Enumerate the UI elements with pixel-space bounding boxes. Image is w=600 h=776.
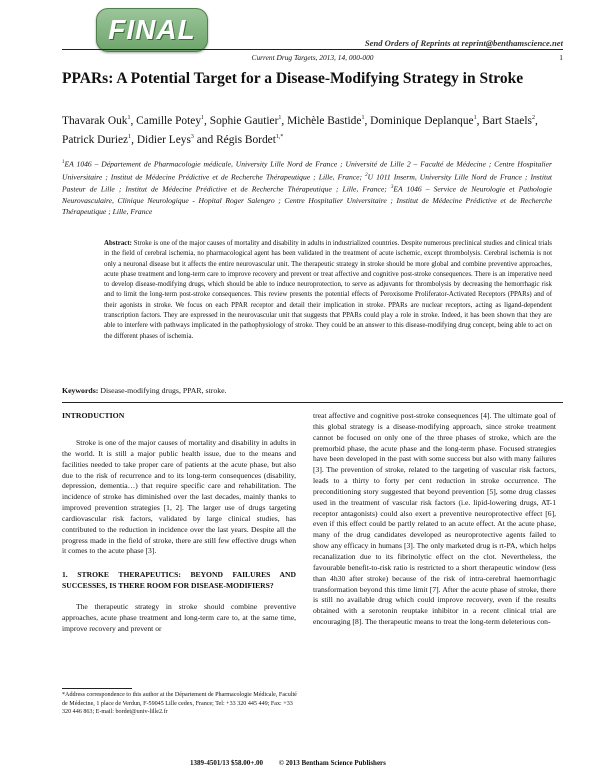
author — [287, 115, 364, 127]
right-column-paragraph: treat affective and cognitive post-stroke consequences [4]. The ultimate goal of this global strategy is a disease-modifying approach, since stroke treatment cannot be focused on only one of the three phases of stroke, which are the premorbid phase, the acute phase and the long-term phase. Focused strategies have been developed in the past with some success but also with many failures [3]. The prevention of stroke, related to the targeting of vascular risk factors, leads to a thirty to forty per cent reduction in stroke occurrence. The preconditioning story suggested that beyond prevention [5], some drug classes used in the treatment of vascular risk factors (i.e. lipid-lowering drugs, AT-1 receptor antagonists) could also exert a preventive neuroprotective effect [6], even if this effect could be partly related to an acute effect. At the acute phase, many of the drug candidates developed as neuroprotective agents failed to show any efficacy in humans [3]. The only marketed drug is rt-PA, which helps recanalization due to its fibrinolytic effect on the clot. Nevertheless, the favourable benefit-to-risk ratio is restricted to a short therapeutic window (less than 4h30 after stroke) because of the risk of intra-cerebral haemorrhagic transformation beyond this time limit [7]. After the acute phase of stroke, there is still no available drug which could improve recovery, even if the results obtained with a serotonin reuptake inhibitor in a recent clinical trial are encouraging [8]. The therapeutic means to treat the long-term deleterious con- — [313, 411, 556, 627]
paper-title: PPARs: A Potential Target for a Disease-Modifying Strategy in Stroke — [62, 70, 524, 87]
journal-citation: Current Drug Targets, 2013, 14, 000-000 — [251, 53, 374, 62]
author — [62, 134, 131, 146]
author-affiliation-sup: 1 — [201, 115, 205, 121]
section-1-heading: 1. STROKE THERAPEUTICS: BEYOND FAILURES AND SUCCESSES, IS THERE ROOM FOR DISEASE-MODIFIERS? — [62, 570, 296, 591]
affil-sup-1: 1 — [62, 160, 65, 165]
left-column — [62, 438, 296, 634]
author-affiliation-sup: 3 — [190, 133, 194, 140]
keywords-label: Keywords: — [62, 386, 99, 395]
author-affiliation-sup: 1 — [278, 115, 282, 121]
final-badge: FINAL — [96, 8, 208, 52]
keywords — [62, 386, 227, 395]
author-affiliation-sup: 1 — [361, 115, 365, 121]
author-affiliation-sup: 1,* — [275, 133, 284, 140]
section-divider — [62, 402, 563, 403]
page-number: 1 — [559, 53, 563, 62]
header-rule — [62, 49, 563, 50]
author-name: Didier Leys — [136, 133, 191, 146]
intro-heading: INTRODUCTION — [62, 411, 125, 420]
affil-sup-3: 3 — [390, 185, 394, 191]
author — [62, 115, 130, 127]
footnote-rule — [62, 688, 132, 689]
copyright: © 2013 Bentham Science Publishers — [278, 759, 386, 767]
author — [482, 115, 535, 127]
author-affiliation-sup: 2 — [531, 115, 535, 121]
affiliations — [62, 157, 552, 218]
author — [370, 115, 476, 127]
keywords-text: Disease-modifying drugs, PPAR, stroke. — [100, 386, 227, 395]
abstract-label: Abstract: — [104, 240, 132, 247]
affiliation-2: U 1011 Inserm, University Lille Nord de France ; Institut Pasteur de Lille ; Institut de Médecine Prédictive et de Recherche Thérapeutique ; Lille, France; — [62, 172, 552, 194]
author-list: Thavarak Ouk$^1$, Camille Potey$^1$, Sophie Gautier$^1$, Michèle Bastide$^1$, Dominique Deplanque$^1$, Bart Staels$^2$, Patrick Duriez$^1$, Didier Leys$^3$ and Régis Bordet$^{1,*}$ — [62, 114, 538, 146]
issn: 1389-4501/13 $58.00+.00 — [190, 759, 264, 767]
author — [216, 134, 283, 146]
right-column — [313, 411, 556, 628]
affil-sup-2: 2 — [365, 172, 368, 178]
correspondence-footnote: *Address correspondence to this author at the Département de Pharmacologie Médicale, Faculté de Médecine, 1 place de Verdun, F-59045 Lille cedex, France; Tel: +33 320 445 449; Fax: +33 320 446 863; E-mail: bordet@univ-lille2.fr — [62, 692, 297, 716]
author-name: Thavarak Ouk — [62, 114, 128, 127]
section-1-paragraph: The therapeutic strategy in stroke should combine preventive approaches, acute phase treatment and long-term care to, at the same time, improve recovery and prevent or — [62, 601, 296, 633]
author-affiliation-sup: 1 — [128, 133, 132, 140]
author — [136, 115, 204, 127]
intro-paragraph: Stroke is one of the major causes of mortality and disability in adults in the world. It is still a major public health issue, due to the means and facilities needed to take proper care of patients at the acute phase, but also due to the risk of recurrence and to its long-term consequences (disability, depression, dementia…) that require specific care and rehabilitation. The incidence of stroke has diminished over the last decades, mainly thanks to improved prevention strategies [1, 2]. The larger use of drugs targeting cardiovascular risk factors, validated by large clinical studies, has contributed to the reduction in incidence over the last years. Despite all the progress made in the field of stroke, there are still few effective drugs when it comes to the acute phase [3]. — [62, 438, 296, 556]
author-name: Bart Staels — [482, 114, 532, 127]
abstract-text: Stroke is one of the major causes of mortality and disability in adults in industrialized countries. Despite numerous preclinical studies and clinical trials in the field of cerebral ischemia, no pharmacological agent has been validated in the treatment of acute ischemic, except thrombolysis. Cerebral ischemia is not only a neuronal disease but it affects the entire neurovascular unit. The therapeutic strategy in stroke should be more global and combine preventive approaches, acute phase treatment and long-term care to improve recovery and prevent or treat affective and cognitive post-stroke consequences. There is an imperative need to develop disease-modifying drugs, which should be able to induce neuroprotection, to serve as adjuvants for thrombolysis by decreasing the hemorrhagic risk and to limit the long-term post-stroke consequences. This review presents the potential effects of Peroxisome Proliferator-Activated Receptors (PPARs) and of their agonists in stroke. We focus on each PPAR receptor and detail their implication in stroke. PPARs are nuclear receptors, acting as ligand-dependent transcription factors. They are expressed in the neurovascular unit that suggests that PPARs could play a role in stroke. Indeed, it has been shown that they are able to interfere with pathways implicated in the pathophysiology of stroke. They could be an answer to this disease-modifying drug concept, being able to act on the different phases of ischemia. — [104, 240, 552, 340]
author-name: Patrick Duriez — [62, 133, 129, 146]
author — [210, 115, 282, 127]
author-name: Régis Bordet — [216, 133, 276, 146]
author-affiliation-sup: 1 — [473, 115, 477, 121]
affiliation-3: EA 1046 – Service de Neurologie et Pathologie Neurovasculaire, Clinique Neurologique - Hopital Roger Salengro ; Centre Hospitalier Universitaire ; Institut de Médecine Prédictive et de Recherche Thérapeutique ; Lille, France — [62, 185, 552, 217]
reprint-notice: Send Orders of Reprints at reprint@benthamscience.net — [364, 38, 563, 48]
author-name: Sophie Gautier — [209, 114, 279, 127]
author — [137, 134, 194, 146]
author-affiliation-sup: 1 — [127, 115, 131, 121]
publication-footer — [190, 759, 400, 767]
affiliation-1: EA 1046 – Département de Pharmacologie médicale, University Lille Nord de France ; Université de Lille 2 – Faculté de Médecine ; Centre Hospitalier Universitaire ; Institut de Médecine Prédictive et de Recherche Thérapeutique ; Lille, France; — [62, 159, 552, 182]
abstract — [104, 239, 552, 342]
author-name: Dominique Deplanque — [370, 114, 474, 127]
author-name: Michèle Bastide — [287, 114, 362, 127]
author-name: Camille Potey — [136, 114, 202, 127]
